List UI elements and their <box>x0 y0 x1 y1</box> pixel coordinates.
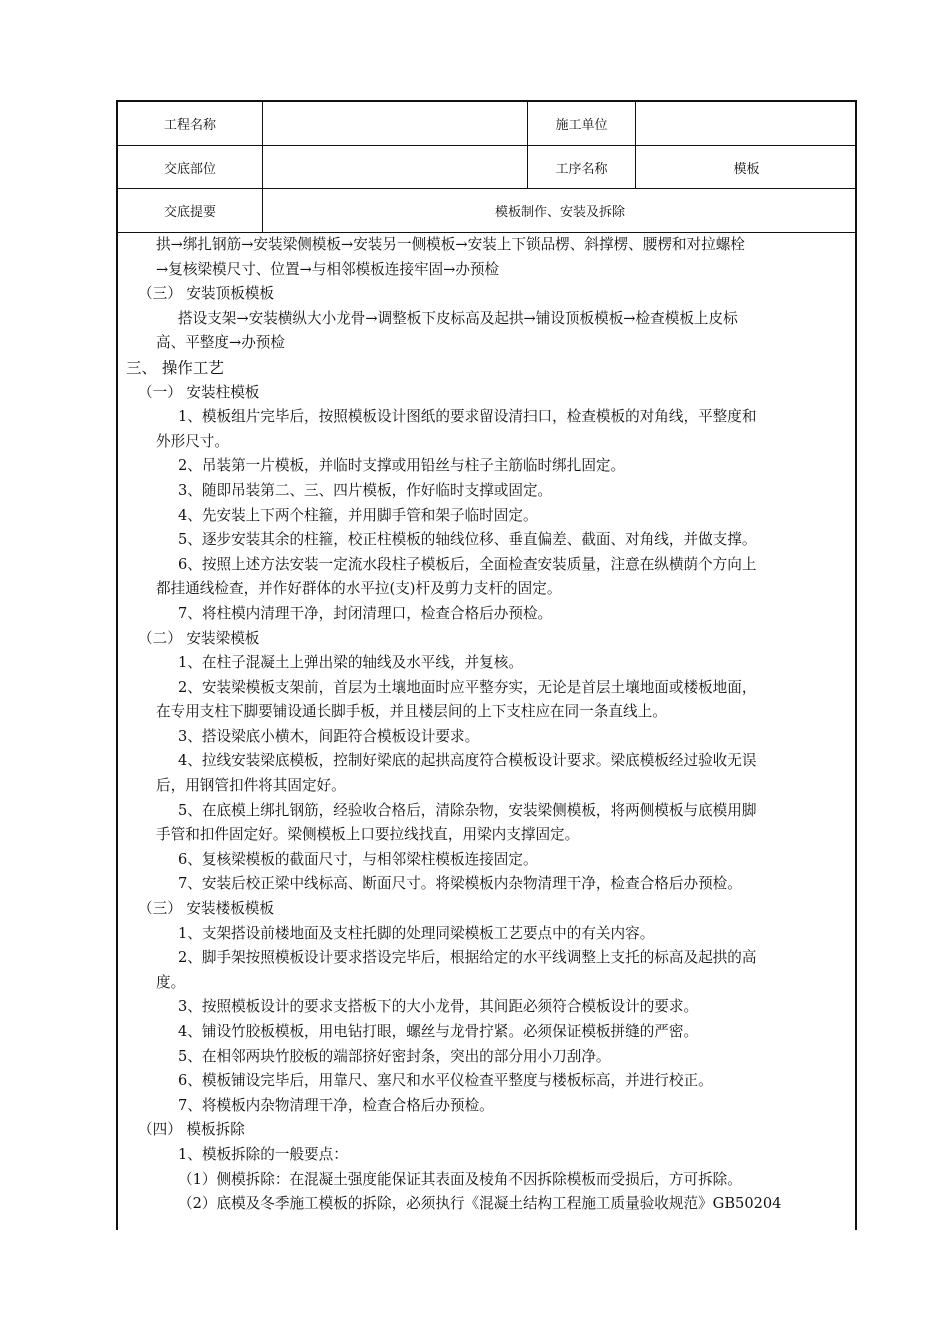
document-body <box>126 233 852 1217</box>
text-line: （二） 安装梁模板 <box>138 629 260 647</box>
text-line: 搭设支架→安装横纵大小龙骨→调整板下皮标高及起拱→铺设顶板模板→检查模板上皮标 <box>178 309 738 327</box>
text-line: （一） 安装柱模板 <box>138 383 260 401</box>
handover-form <box>116 100 857 1230</box>
text-line: 1、模板拆除的一般要点： <box>178 1145 348 1163</box>
text-line: →复核梁模尺寸、位置→与相邻模板连接牢固→办预检 <box>156 260 500 278</box>
summary-value: 模板制作、安装及拆除 <box>494 205 625 220</box>
text-line: （2）底模及冬季施工模板的拆除，必须执行《混凝土结构工程施工质量验收规范》GB50204 <box>178 1195 782 1213</box>
text-line: 6、复核梁模板的截面尺寸，与相邻梁柱模板连接固定。 <box>178 850 538 868</box>
text-line: （四） 模板拆除 <box>138 1121 245 1139</box>
text-line: 5、逐步安装其余的柱箍，校正柱模板的轴线位移、垂直偏差、截面、对角线，并做支撑。 <box>178 531 757 549</box>
process-name-value: 模板 <box>733 161 760 177</box>
handover-part-value <box>263 146 528 188</box>
text-line: 7、安装后校正梁中线标高、断面尺寸。将梁模板内杂物清理干净，检查合格后办预检。 <box>178 875 742 893</box>
construction-unit-value <box>636 102 857 145</box>
text-line: 3、搭设梁底小横木，间距符合模板设计要求。 <box>178 727 480 745</box>
text-line: 6、按照上述方法安装一定流水段柱子模板后，全面检查安装质量，注意在纵横荫个方向上 <box>178 555 757 573</box>
text-line: 后，用钢管扣件将其固定好。 <box>156 777 346 795</box>
text-line: 4、拉线安装梁底模板，控制好梁底的起拱高度符合模板设计要求。梁底模板经过验收无误 <box>178 752 757 770</box>
section-heading: 三、 操作工艺 <box>126 358 224 377</box>
text-line: 都挂通线检查，并作好群体的水平拉(支)杆及剪力支杆的固定。 <box>156 580 562 598</box>
text-line: 5、在相邻两块竹胶板的端部挤好密封条，突出的部分用小刀刮净。 <box>178 1047 611 1065</box>
construction-unit-label: 施工单位 <box>528 102 636 145</box>
text-line: 7、将模板内杂物清理干净，检查合格后办预检。 <box>178 1096 494 1114</box>
project-name-label: 工程名称 <box>118 102 263 145</box>
header-row-summary <box>118 189 855 233</box>
text-line: 拱→绑扎钢筋→安装梁侧模板→安装另一侧模板→安装上下锁品楞、斜撑楞、腰楞和对拉螺栓 <box>156 236 745 253</box>
text-line: 度。 <box>156 973 186 991</box>
text-line: 3、按照模板设计的要求支搭板下的大小龙骨，其间距必须符合模板设计的要求。 <box>178 998 699 1016</box>
text-line: 7、将柱模内清理干净，封闭清理口，检查合格后办预检。 <box>178 604 553 622</box>
text-line: 1、在柱子混凝土上弹出梁的轴线及水平线，并复核。 <box>178 654 523 672</box>
text-line: 5、在底模上绑扎钢筋，经验收合格后，清除杂物，安装梁侧模板，将两侧模板与底模用脚 <box>178 801 757 819</box>
text-line: 6、模板铺设完毕后，用靠尺、塞尺和水平仪检查平整度与楼板标高，并进行校正。 <box>178 1072 713 1090</box>
text-line: 在专用支柱下脚要铺设通长脚手板，并且楼层间的上下支柱应在同一条直线上。 <box>156 703 667 721</box>
text-line: 外形尺寸。 <box>156 432 229 450</box>
text-line: 1、支架搭设前楼地面及支柱托脚的处理同梁模板工艺要点中的有关内容。 <box>178 924 655 942</box>
header-row-part <box>118 146 855 189</box>
text-line: 2、安装梁模板支架前，首层为土壤地面时应平整夯实，无论是首层土壤地面或楼板地面， <box>178 678 757 696</box>
summary-label: 交底提要 <box>118 189 263 232</box>
text-line: （1）侧模拆除：在混凝土强度能保证其表面及棱角不因拆除模板而受损后，方可拆除。 <box>178 1170 742 1188</box>
text-line: （三） 安装顶板模板 <box>138 285 274 303</box>
text-line: 2、脚手架按照模板设计要求搭设完毕后，根据给定的水平线调整上支托的标高及起拱的高 <box>178 949 757 967</box>
project-name-value <box>263 102 528 145</box>
process-name-label: 工序名称 <box>528 146 636 188</box>
text-line: 4、先安装上下两个柱箍，并用脚手管和架子临时固定。 <box>178 506 538 524</box>
text-line: （三） 安装楼板模板 <box>138 900 274 918</box>
text-line: 高、平整度→办预检 <box>156 334 285 352</box>
handover-part-label: 交底部位 <box>118 146 263 188</box>
text-line: 3、随即吊装第二、三、四片模板，作好临时支撑或固定。 <box>178 481 553 499</box>
header-row-project <box>118 102 855 146</box>
text-line: 1、模板组片完毕后，按照模板设计图纸的要求留设清扫口，检查模板的对角线，平整度和 <box>178 408 757 426</box>
text-line: 手管和扣件固定好。梁侧模板上口要拉线找直，用梁内支撑固定。 <box>156 826 580 844</box>
text-line: 2、吊装第一片模板，并临时支撑或用铅丝与柱子主筋临时绑扎固定。 <box>178 457 626 475</box>
text-line: 4、铺设竹胶板模板，用电钻打眼，螺丝与龙骨拧紧。必须保证模板拼缝的严密。 <box>178 1023 699 1040</box>
